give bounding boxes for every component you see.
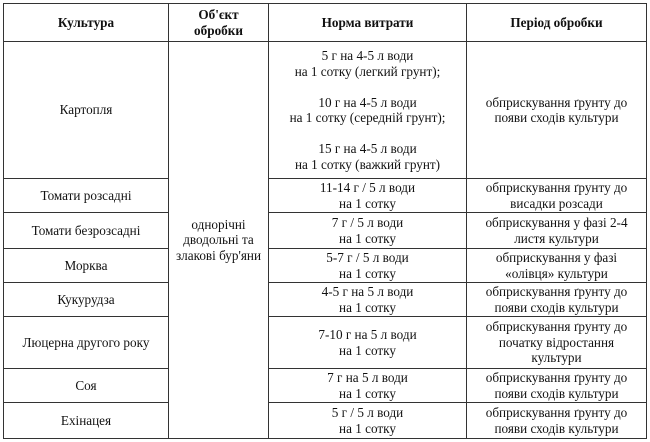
period-cell: обприскування ґрунту до появи сходів культури <box>467 403 647 439</box>
culture-cell: Кукурудза <box>4 283 169 317</box>
culture-cell: Томати безрозсадні <box>4 213 169 249</box>
header-norm: Норма витрати <box>269 4 467 42</box>
norm-cell: 11-14 г / 5 л води на 1 сотку <box>269 179 467 213</box>
norm-cell: 7-10 г на 5 л води на 1 сотку <box>269 317 467 369</box>
culture-cell: Соя <box>4 369 169 403</box>
norm-cell: 5 г на 4-5 л води на 1 сотку (легкий грунт); 10 г на 4-5 л води на 1 сотку (середній грунт); 15 г на 4-5 л води на 1 сотку (важкий грунт) <box>269 42 467 179</box>
culture-cell: Ехінацея <box>4 403 169 439</box>
culture-cell: Картопля <box>4 42 169 179</box>
norm-cell: 7 г / 5 л води на 1 сотку <box>269 213 467 249</box>
period-cell: обприскування ґрунту до появи сходів культури <box>467 369 647 403</box>
culture-cell: Морква <box>4 249 169 283</box>
table-row <box>4 317 647 369</box>
period-cell: обприскування у фазі «олівця» культури <box>467 249 647 283</box>
period-cell: обприскування ґрунту до висадки розсади <box>467 179 647 213</box>
header-object: Об'єкт обробки <box>169 4 269 42</box>
period-cell: обприскування у фазі 2-4 листя культури <box>467 213 647 249</box>
norm-cell: 4-5 г на 5 л води на 1 сотку <box>269 283 467 317</box>
table-row <box>4 249 647 283</box>
table-header-row <box>4 4 647 42</box>
norm-cell: 5-7 г / 5 л води на 1 сотку <box>269 249 467 283</box>
period-cell: обприскування ґрунту до появи сходів культури <box>467 283 647 317</box>
object-cell: однорічні дводольні та злакові бур'яни <box>169 42 269 439</box>
table-row <box>4 369 647 403</box>
herbicide-usage-table <box>3 3 647 439</box>
header-culture: Культура <box>4 4 169 42</box>
table-row <box>4 283 647 317</box>
culture-cell: Томати розсадні <box>4 179 169 213</box>
table-row <box>4 213 647 249</box>
period-cell: обприскування ґрунту до появи сходів культури <box>467 42 647 179</box>
norm-cell: 7 г на 5 л води на 1 сотку <box>269 369 467 403</box>
header-period: Період обробки <box>467 4 647 42</box>
period-cell: обприскування ґрунту до початку відростання культури <box>467 317 647 369</box>
table-row <box>4 179 647 213</box>
table-row <box>4 42 647 179</box>
culture-cell: Люцерна другого року <box>4 317 169 369</box>
table-row <box>4 403 647 439</box>
norm-cell: 5 г / 5 л води на 1 сотку <box>269 403 467 439</box>
